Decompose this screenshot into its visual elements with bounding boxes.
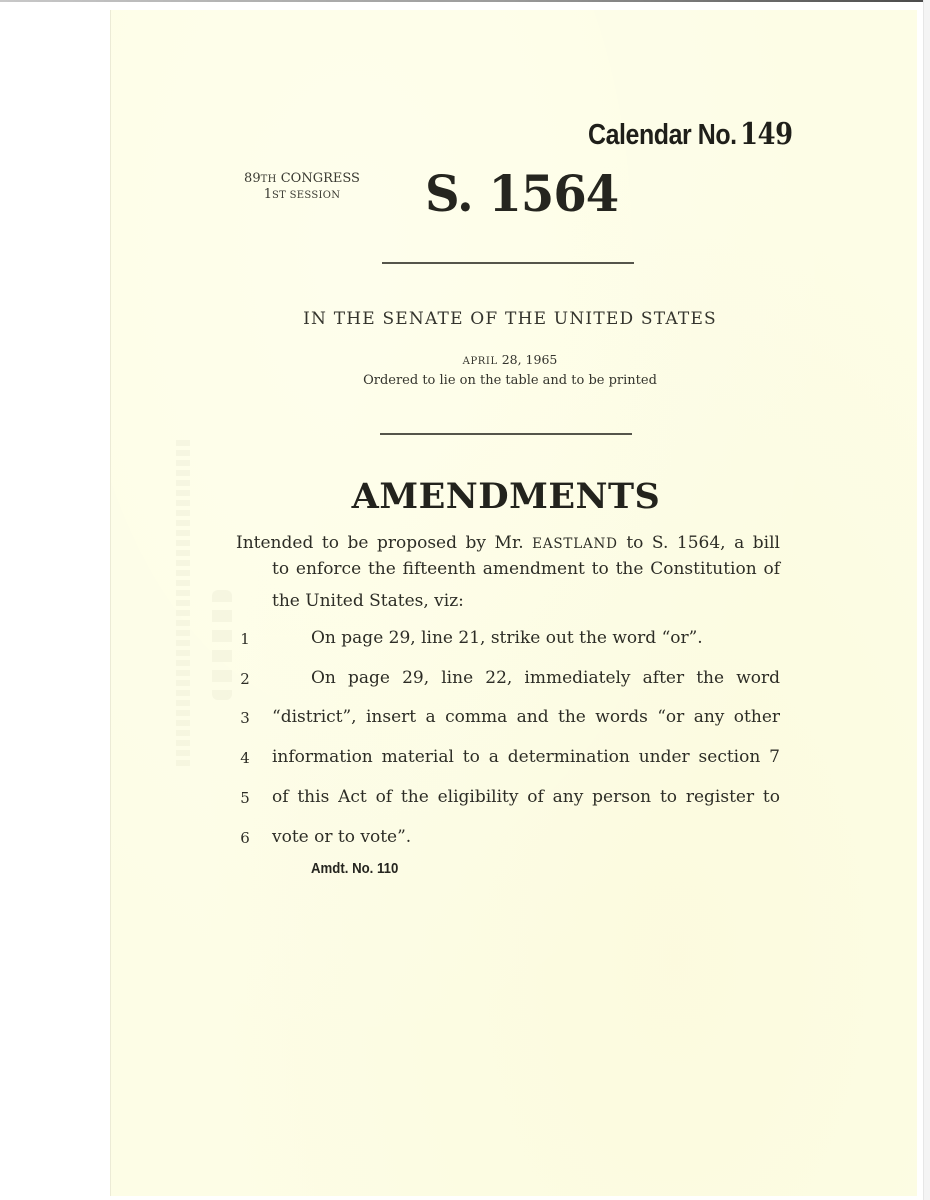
- bill-line: On page 29, line 21, strike out the word “or”.: [311, 628, 703, 648]
- amendments-heading: AMENDMENTS: [351, 476, 661, 517]
- calendar-label: Calendar No.: [588, 119, 737, 151]
- amendment-number: Amdt. No. 110: [311, 860, 399, 877]
- congress-session: [232, 171, 372, 203]
- divider-rule: [382, 262, 634, 264]
- calendar-number: [588, 117, 793, 152]
- line-number: 6: [240, 829, 250, 847]
- bill-number: S. 1564: [425, 164, 619, 223]
- line-number: 1: [240, 630, 250, 648]
- calendar-value: 149: [740, 117, 793, 152]
- bill-line: “district”, insert a comma and the words “or any other: [272, 707, 780, 727]
- line-number: 3: [240, 709, 250, 727]
- scan-top-edge: [0, 0, 930, 2]
- sponsor-name: EASTLAND: [532, 536, 618, 552]
- reverse-side-bleed-through: [212, 590, 232, 700]
- date-line: APRIL 28, 1965: [462, 352, 558, 367]
- bill-line: vote or to vote”.: [272, 827, 412, 847]
- intro-line-1: Intended to be proposed by Mr. EASTLAND to S. 1564, a bill: [236, 533, 780, 553]
- bill-line: of this Act of the eligibility of any person to register to: [272, 787, 780, 807]
- bill-line: On page 29, line 22, immediately after the word: [311, 668, 780, 688]
- scan-right-edge: [923, 0, 930, 1200]
- chamber-heading: IN THE SENATE OF THE UNITED STATES: [303, 309, 717, 329]
- divider-rule: [380, 433, 632, 435]
- session-line: 1ST SESSION: [263, 187, 341, 202]
- congress-line: 89TH CONGRESS: [244, 171, 360, 186]
- order-note: Ordered to lie on the table and to be printed: [363, 373, 657, 388]
- line-number: 2: [240, 670, 250, 688]
- intro-line-2: to enforce the fifteenth amendment to the Constitution of: [272, 559, 780, 579]
- bill-line: information material to a determination under section 7: [272, 747, 780, 767]
- line-number: 4: [240, 749, 250, 767]
- intro-line-3: the United States, viz:: [272, 591, 464, 611]
- line-number: 5: [240, 789, 250, 807]
